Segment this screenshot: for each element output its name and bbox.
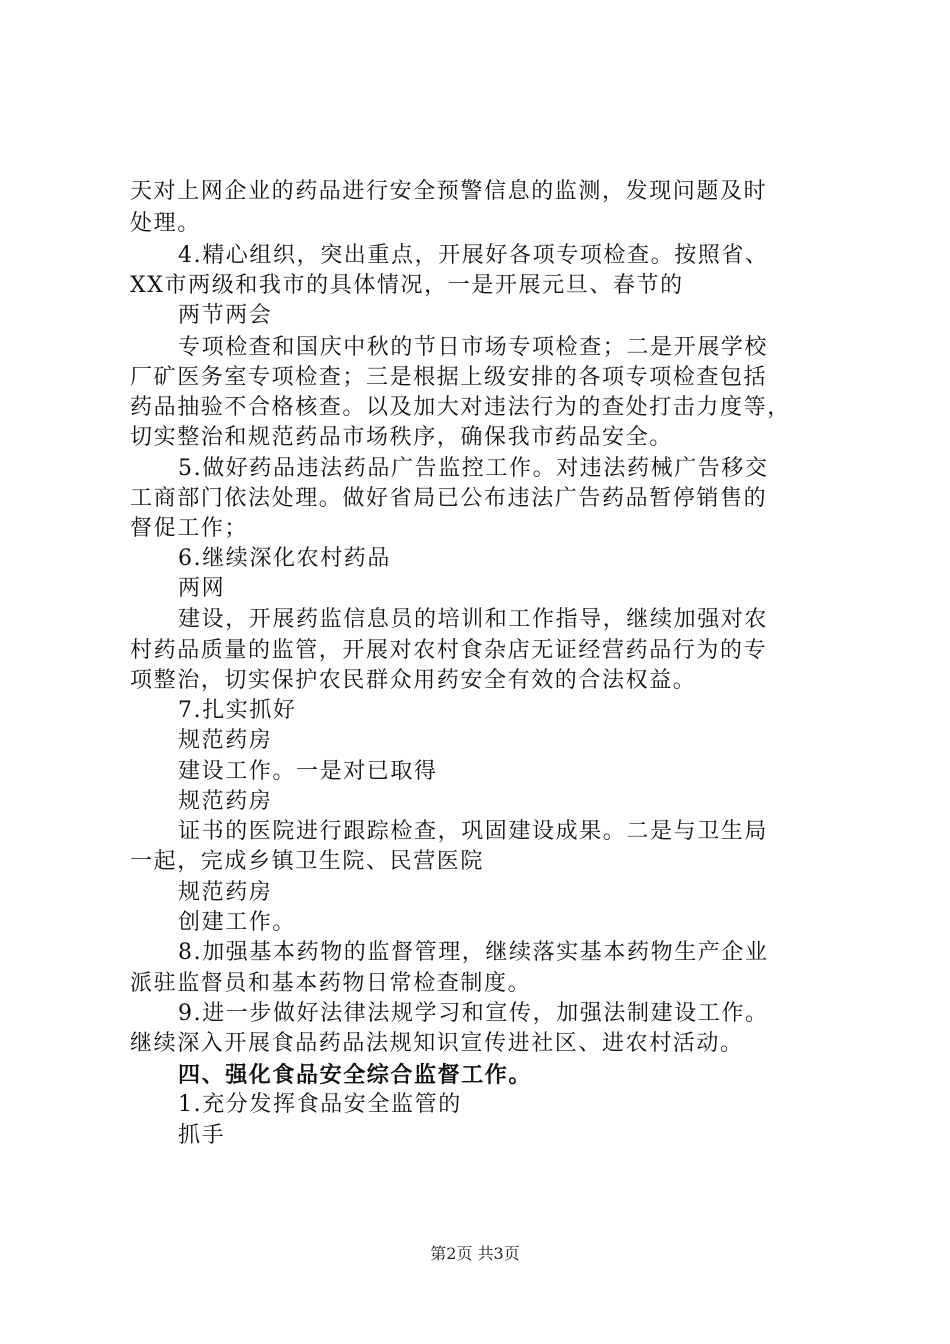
text-line: XX市两级和我市的具体情况，一是开展元旦、春节的 xyxy=(130,273,684,298)
text-line: 4.精心组织，突出重点，开展好各项专项检查。按照省、 xyxy=(178,243,769,268)
text-line: 切实整治和规范药品市场秩序，确保我市药品安全。 xyxy=(130,425,673,450)
text-line: 两网 xyxy=(178,576,226,601)
page-footer: 第2页 共3页 xyxy=(430,1244,520,1263)
text-line: 证书的医院进行跟踪检查，巩固建设成果。二是与卫生局 xyxy=(178,819,769,844)
text-line: 创建工作。 xyxy=(178,910,297,935)
text-line: 规范药房 xyxy=(178,789,273,814)
text-line: 两节两会 xyxy=(178,303,273,328)
text-line: 1.充分发挥食品安全监管的 xyxy=(178,1092,462,1117)
text-line: 建设工作。一是对已取得 xyxy=(178,759,438,784)
section-heading: 四、强化食品安全综合监督工作。 xyxy=(178,1062,533,1088)
text-line: 药品抽验不合格核查。以及加大对违法行为的查处打击力度等， xyxy=(130,395,791,420)
text-line: 5.做好药品违法药品广告监控工作。对违法药械广告移交 xyxy=(178,456,769,481)
text-line: 8.加强基本药物的监督管理，继续落实基本药物生产企业 xyxy=(178,940,769,965)
text-line: 7.扎实抓好 xyxy=(178,698,297,723)
text-line: 继续深入开展食品药品法规知识宣传进社区、进农村活动。 xyxy=(130,1031,744,1056)
text-line: 厂矿医务室专项检查；三是根据上级安排的各项专项检查包括 xyxy=(130,365,768,390)
text-line: 6.继续深化农村药品 xyxy=(178,546,391,571)
text-line: 处理。 xyxy=(130,211,201,236)
text-line: 专项检查和国庆中秋的节日市场专项检查；二是开展学校 xyxy=(178,335,769,360)
text-line: 规范药房 xyxy=(178,880,273,905)
text-line: 派驻监督员和基本药物日常检查制度。 xyxy=(130,971,532,996)
text-line: 督促工作； xyxy=(130,516,249,541)
text-line: 项整治，切实保护农民群众用药安全有效的合法权益。 xyxy=(130,668,697,693)
text-line: 抓手 xyxy=(178,1123,226,1148)
text-line: 规范药房 xyxy=(178,728,273,753)
text-line: 天对上网企业的药品进行安全预警信息的监测，发现问题及时 xyxy=(130,179,768,204)
text-line: 一起，完成乡镇卫生院、民营医院 xyxy=(130,849,485,874)
text-line: 9.进一步做好法律法规学习和宣传，加强法制建设工作。 xyxy=(178,1001,769,1026)
text-line: 工商部门依法处理。做好省局已公布违法广告药品暂停销售的 xyxy=(130,486,768,511)
text-line: 建设，开展药监信息员的培训和工作指导，继续加强对农 xyxy=(178,607,769,632)
text-line: 村药品质量的监管，开展对农村食杂店无证经营药品行为的专 xyxy=(130,638,768,663)
